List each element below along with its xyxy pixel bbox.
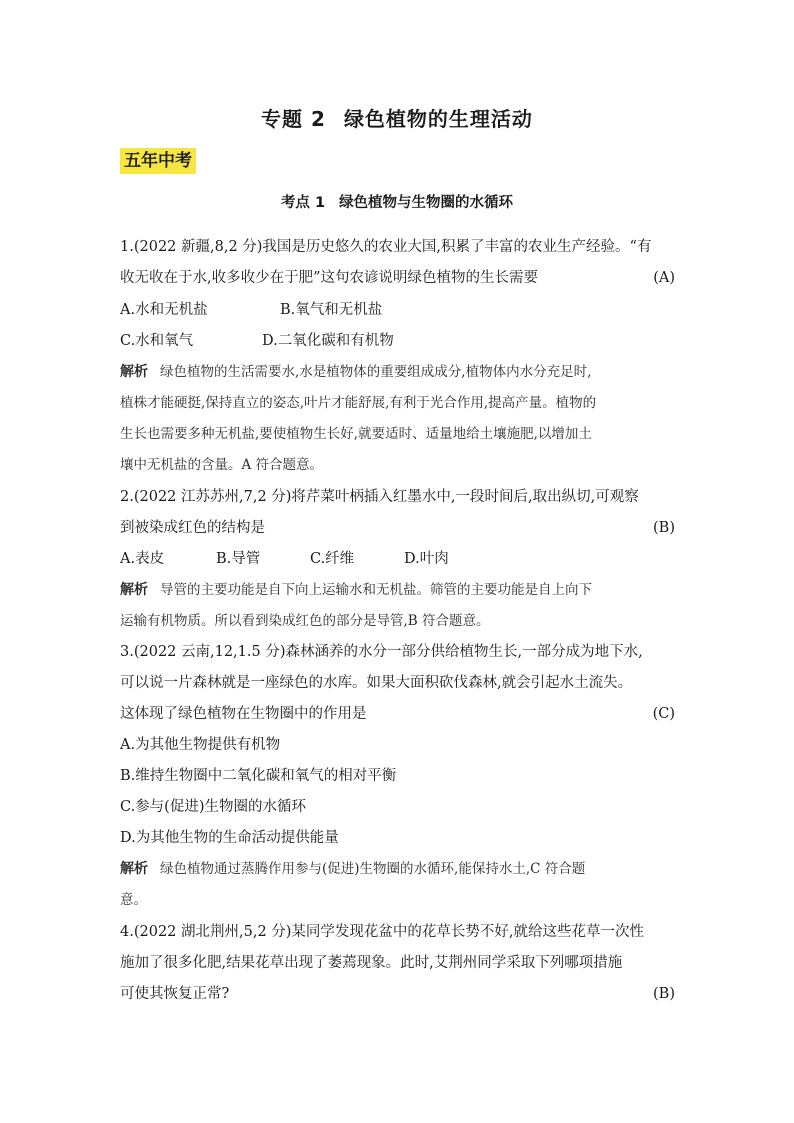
title-main: 绿色植物的生理活动 bbox=[343, 107, 533, 131]
q3-explanation-line-1 bbox=[120, 858, 675, 880]
q4-stem-text-3: 可使其恢复正常? bbox=[120, 986, 230, 1002]
q1-explanation-line-4: 壤中无机盐的含量。A 符合题意。 bbox=[120, 457, 324, 473]
q2-answer: (B) bbox=[653, 520, 675, 536]
q2-explanation-line-1 bbox=[120, 579, 675, 601]
q2-option-row-1 bbox=[120, 548, 675, 570]
section-main: 绿色植物与生物圈的水循环 bbox=[339, 195, 514, 211]
q3-answer: (C) bbox=[652, 706, 675, 722]
q1-option-d: D.二氧化碳和有机物 bbox=[262, 333, 394, 349]
q1-option-b: B.氧气和无机盐 bbox=[280, 302, 383, 318]
section-heading bbox=[0, 191, 794, 212]
q4-stem-line-3 bbox=[120, 983, 675, 1005]
q2-option-c: C.纤维 bbox=[310, 551, 355, 567]
section-prefix: 考点 1 bbox=[280, 195, 326, 211]
q3-explanation-text-1: 绿色植物通过蒸腾作用参与(促进)生物圈的水循环,能保持水土,C 符合题 bbox=[160, 861, 586, 877]
q3-stem-line-2: 可以说一片森林就是一座绿色的水库。如果大面积砍伐森林,就会引起水土流失。 bbox=[120, 675, 633, 691]
q2-stem-line-2 bbox=[120, 517, 675, 539]
q1-explanation-line-3: 生长也需要多种无机盐,要使植物生长好,就要适时、适量地给土壤施肥,以增加土 bbox=[120, 426, 592, 442]
q1-answer: (A) bbox=[653, 270, 675, 286]
q3-option-a: A.为其他生物提供有机物 bbox=[120, 737, 281, 753]
q3-option-d: D.为其他生物的生命活动提供能量 bbox=[120, 830, 339, 846]
q4-stem-line-2: 施加了很多化肥,结果花草出现了萎蔫现象。此时,艾荆州同学采取下列哪项措施 bbox=[120, 955, 623, 971]
page-title bbox=[0, 103, 794, 132]
q1-option-row-2 bbox=[120, 330, 675, 352]
q3-explanation-label: 解析 bbox=[120, 861, 148, 877]
section-badge: 五年中考 bbox=[120, 148, 196, 174]
q2-option-b: B.导管 bbox=[216, 551, 261, 567]
q1-explanation-text-1: 绿色植物的生活需要水,水是植物体的重要组成成分,植物体内水分充足时, bbox=[160, 364, 592, 380]
q2-explanation-line-2: 运输有机物质。所以看到染成红色的部分是导管,B 符合题意。 bbox=[120, 613, 490, 629]
q1-option-c: C.水和氧气 bbox=[120, 333, 194, 349]
q1-stem-line-2 bbox=[120, 267, 675, 289]
q3-stem-line-1: 3.(2022 云南,12,1.5 分)森林涵养的水分一部分供给植物生长,一部分成为地下水, bbox=[120, 644, 643, 660]
q1-explanation-line-1 bbox=[120, 361, 675, 383]
q2-option-d: D.叶肉 bbox=[404, 551, 449, 567]
q4-answer: (B) bbox=[653, 986, 675, 1002]
title-prefix: 专题 2 bbox=[261, 107, 326, 131]
q3-option-b: B.维持生物圈中二氧化碳和氧气的相对平衡 bbox=[120, 768, 397, 784]
q1-stem-line-1: 1.(2022 新疆,8,2 分)我国是历史悠久的农业大国,积累了丰富的农业生产经验。“有 bbox=[120, 239, 652, 255]
q2-stem-line-1: 2.(2022 江苏苏州,7,2 分)将芹菜叶柄插入红墨水中,一段时间后,取出纵切,可观察 bbox=[120, 489, 639, 505]
q1-stem-text-2: 收无收在于水,收多收少在于肥”这句农谚说明绿色植物的生长需要 bbox=[120, 270, 539, 286]
q3-stem-text-3: 这体现了绿色植物在生物圈中的作用是 bbox=[120, 706, 367, 722]
q3-explanation-line-2: 意。 bbox=[120, 892, 147, 908]
q2-explanation-text-1: 导管的主要功能是自下向上运输水和无机盐。筛管的主要功能是自上向下 bbox=[160, 582, 592, 598]
q4-stem-line-1: 4.(2022 湖北荆州,5,2 分)某同学发现花盆中的花草长势不好,就给这些花草一次性 bbox=[120, 924, 645, 940]
q1-explanation-label: 解析 bbox=[120, 364, 148, 380]
q2-stem-text-2: 到被染成红色的结构是 bbox=[120, 520, 265, 536]
q2-option-a: A.表皮 bbox=[120, 551, 165, 567]
q1-option-a: A.水和无机盐 bbox=[120, 302, 208, 318]
q1-explanation-line-2: 植株才能硬挺,保持直立的姿态,叶片才能舒展,有利于光合作用,提高产量。植物的 bbox=[120, 395, 597, 411]
q3-stem-line-3 bbox=[120, 703, 675, 725]
q3-option-c: C.参与(促进)生物圈的水循环 bbox=[120, 799, 306, 815]
q2-explanation-label: 解析 bbox=[120, 582, 148, 598]
q1-option-row-1 bbox=[120, 299, 675, 321]
